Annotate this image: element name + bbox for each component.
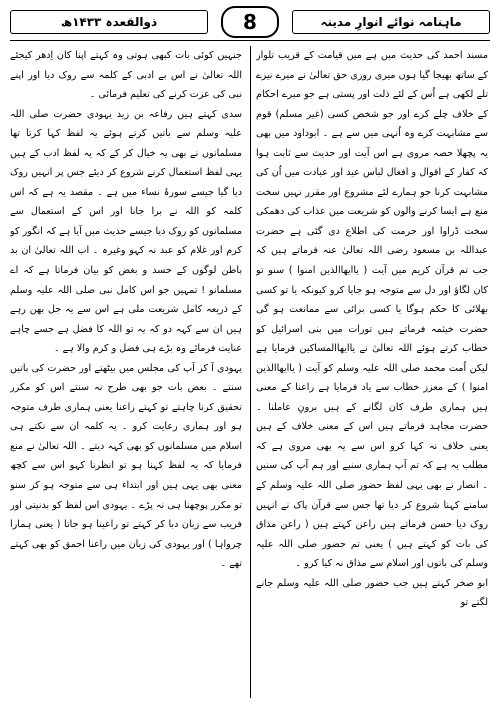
page-number-badge: [221, 6, 279, 38]
paragraph: یہودی آ کر آپ کی مجلس میں بیٹھتے اور حضرت کی باتیں سنتے ۔ بعض بات جو بھی طرح نہ سنتے اس کو مکرر تحقیق کرنا چاہتے تو کہتے راعنا یعنی ہماری طرف متوجہ ہو اور ہماری رعایت کرو ۔ یہ کلمہ ان سے نکتے ہی اسلام میں مسلمانوں کو بھی کہہ دیتے ۔ اللہ تعالیٰ نے منع فرمایا کہ یہ لفظ کہنا ہو تو انظرنا کہو اس سے کچھ معنی بھی یہی ہیں اور ابتداء ہی سے متوجہ ہو کر سنو تو مکرر پوچھنا ہی نہ پڑے ۔ یہودی اس لفظ کو بدنیتی اور فریب سے زبان دبا کر کہتے تو راعینا ہو جاتا ( یعنی ہمارا چرواہا ) اور یہودی کی زبان میں راعنا احمق کو بھی کہتے تھے ۔: [10, 362, 242, 570]
left-text-column: [10, 46, 242, 701]
paragraph: مسند احمد کی حدیث میں ہے میں قیامت کے قریب تلوار کے ساتھ بھیجا گیا ہوں میری روزی حق تعالیٰ نے میرے نیزے تلے لکھی ہے اُس کے لئے ذلت اور پستی ہے جو میرے احکام کے خلاف چلے کرے اور جو شخص کسی (غیر مسلم) قوم سے مشابہت کرے وہ اُنہی میں سے ہے ۔ ابوداود میں بھی یہ پچھلا حصہ مروی ہے اس آیت اور حدیث سے ثابت ہوا کہ کفار کے اقوال و افعال لباس عید اور عبادت میں اُن کی مشابہت کرنا جو ہمارے لئے مشروع اور مقرر نہیں سخت منع ہے ایسا کرنے والوں کو شریعت میں عذاب کی دھمکی سخت ڈراوا اور حرمت کی اطلاع دی گئی ہے حضرت عبداللہ بن مسعود رضی اللہ تعالیٰ عنہ فرماتے ہیں کہ جب تم قرآن کریم میں آیت ( یاایھاالذین امنوا ) سنو تو کان لگاؤ اور دل سے متوجہ ہو جایا کرو کیونکہ یا تو کسی بھلائی کا حکم ہوگا یا کسی برائی سے ممانعت ہو گی حضرت خیثمہ فرماتے ہیں تورات میں بنی اسرائیل کو خطاب کرتے ہوئے اللہ تعالیٰ نے یاایھاالمساکین فرمایا ہے لیکن اُمت محمد صلی اللہ علیہ وسلم کو آیت ( یاایھاالذین امنوا ) کے معزز خطاب سے یاد فرمایا ہے راعنا کے معنی ہیں ہماری طرف کان لگانے کے ہیں برونِ عاملنا ۔ حضرت مجاہد فرماتے ہیں اس کے معنی خلاف کے ہیں یعنی خلاف نہ کہا کرو اس سے یہ بھی مروی ہے کہ مطلب یہ ہے کہ تم آپ ہماری سنیے اور ہم آپ کی سنیں ۔ انصار نے بھی یہی لفظ حضور صلی اللہ علیہ وسلم کے سامنے کہنا شروع کر دیا تھا جس سے قرآن پاک نے انہیں روک دیا حسن فرماتے ہیں راعن کہتے ہیں ( راعن مذاق کی بات کو کہتے ہیں ) یعنی تم حضور صلی اللہ علیہ وسلم کی باتوں اور اسلام سے مذاق نہ کیا کرو ۔: [256, 50, 488, 570]
column-divider: [250, 46, 251, 698]
page-number: 8: [243, 10, 257, 34]
issue-date-box: [10, 10, 208, 34]
header-rule: [10, 40, 490, 41]
magazine-title: ماہنامہ نوائے انوارِ مدینہ: [320, 15, 462, 29]
paragraph: ابو صخر کہتے ہیں جب حضور صلی اللہ علیہ وسلم جانے لگتے تو: [256, 577, 488, 609]
issue-date: ذوالقعدہ ۱۴۳۳ھ: [60, 15, 158, 29]
paragraph: سدی کہتے ہیں رفاعہ بن زید یہودی حضرت صلی اللہ علیہ وسلم سے باتیں کرتے ہوئے یہ لفظ کہا کرتا تھا مسلمانوں نے بھی یہ خیال کر کے کہ یہ لفظ ادب کے ہیں یہی لفظ استعمال کرنے شروع کر دیئے جس پر انہیں روک دیا گیا جیسے سورۂ نساء میں ہے ۔ مقصد یہ ہے کہ اس کلمہ کو اللہ نے برا جانا اور اس کے استعمال سے مسلمانوں کو روک دیا جیسے حدیث میں آیا ہے کہ انگور کو کرم اور غلام کو عبد نہ کہو وغیرہ ۔ اب اللہ تعالیٰ ان بد باطن لوگوں کے حسد و بغض کو بیان فرماتا ہے کہ اے مسلمانو ! تمہیں جو اس کامل نبی صلی اللہ علیہ وسلم کے ذریعہ کامل شریعت ملی ہے اس سے یہ جل بھن رہے ہیں ان سے کہہ دو کہ یہ تو اللہ کا فضل ہے جسے چاہے عنایت فرمائے وہ بڑے ہی فضل و کرم والا ہے ۔: [10, 108, 242, 355]
page-header: [10, 6, 490, 36]
right-text-column: [256, 46, 488, 701]
paragraph: جنہیں کوئی بات کبھی ہوتی وہ کہتے اپنا کان اِدھر کیجئے اللہ تعالیٰ نے اس بے ادبی کے کلمہ سے روک دیا اور اپنے نبی کی عزت کرنے کی تعلیم فرمائی ۔: [10, 50, 242, 101]
magazine-title-box: [292, 10, 490, 34]
